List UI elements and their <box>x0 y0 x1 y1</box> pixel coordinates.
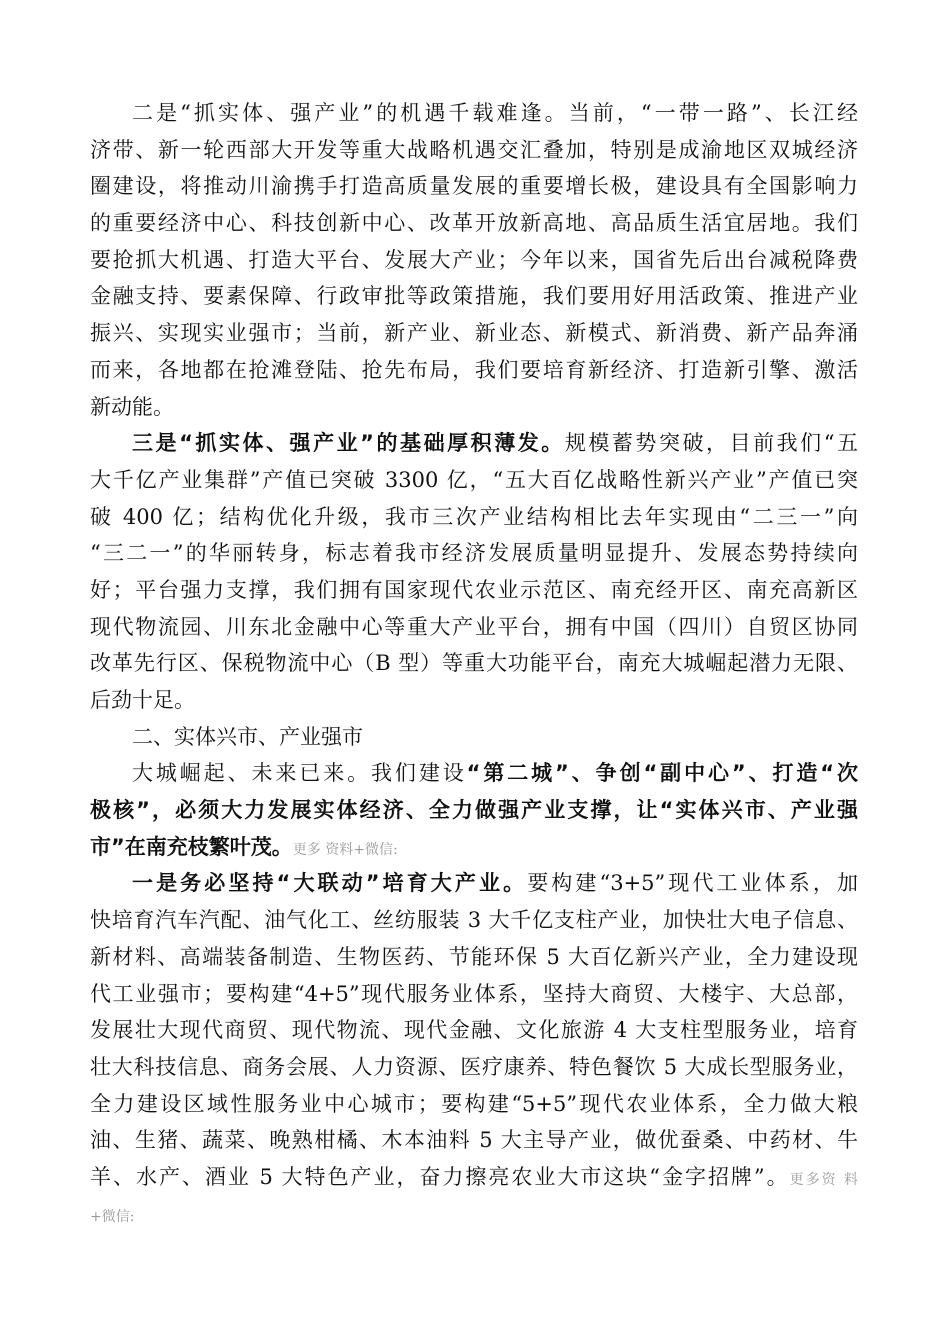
bold-text: “第二城”、争创“副中心”、打造“次 <box>466 761 858 786</box>
text-line <box>90 682 858 719</box>
text-segment: 二、实体兴市、产业强市 <box>132 724 363 749</box>
text-segment: 油、生猪、蔬菜、晚熟柑橘、木本油料 5 大主导产业，做优蚕桑、中药材、牛 <box>90 1128 858 1153</box>
text-line <box>90 976 858 1013</box>
text-line <box>90 535 858 572</box>
text-line <box>90 1086 858 1123</box>
bold-text: 市”在南充枝繁叶茂。 <box>90 834 293 859</box>
text-line <box>90 462 858 499</box>
text-line <box>90 902 858 939</box>
text-line <box>90 792 858 829</box>
text-line <box>90 645 858 682</box>
text-line <box>90 95 858 132</box>
text-segment: 好；平台强力支撑，我们拥有国家现代农业示范区、南充经开区、南充高新区 <box>90 577 858 602</box>
text-segment: 代工业强市；要构建“4+5”现代服务业体系，坚持大商贸、大楼宇、大总部， <box>90 981 858 1006</box>
text-line <box>90 389 858 426</box>
text-line <box>90 939 858 976</box>
text-segment: 金融支持、要素保障、行政审批等政策措施，我们要用好用活政策、推进产业 <box>90 284 858 309</box>
bold-text: 三是“抓实体、强产业”的基础厚积薄发。 <box>132 431 565 456</box>
text-line <box>90 755 858 792</box>
text-line <box>90 865 858 902</box>
paragraph-industry <box>90 865 858 1232</box>
text-segment: 的重要经济中心、科技创新中心、改革开放新高地、高品质生活宜居地。我们 <box>90 211 858 236</box>
text-line <box>90 1049 858 1086</box>
paragraph-opportunity <box>90 95 858 425</box>
text-line <box>90 1159 858 1196</box>
text-line <box>90 352 858 389</box>
text-segment: 新动能。 <box>90 394 174 419</box>
text-segment: 要抢抓大机遇、打造大平台、发展大产业；今年以来，国省先后出台减税降费 <box>90 247 858 272</box>
text-line <box>90 1196 858 1233</box>
bold-text: 一是务必坚持“大联动”培育大产业。 <box>132 871 528 896</box>
text-segment: 而来，各地都在抢滩登陆、抢先布局，我们要培育新经济、打造新引擎、激活 <box>90 357 858 382</box>
text-line <box>90 829 858 866</box>
text-segment: 后劲十足。 <box>90 688 195 712</box>
text-segment: 大城崛起、未来已来。我们建设 <box>132 761 467 786</box>
text-segment: 圈建设，将推动川渝携手打造高质量发展的重要增长极，建设具有全国影响力 <box>90 174 858 199</box>
text-line <box>90 315 858 352</box>
text-segment: 振兴、实现实业强市；当前，新产业、新业态、新模式、新消费、新产品奔涌 <box>90 321 858 346</box>
paragraph-future <box>90 755 858 865</box>
text-line <box>90 168 858 205</box>
text-line <box>90 609 858 646</box>
section-heading <box>90 719 858 756</box>
text-segment: 现代物流园、川东北金融中心等重大产业平台，拥有中国（四川）自贸区协同 <box>90 614 858 639</box>
text-segment: 二是“抓实体、强产业”的机遇千载难逢。当前，“一带一路”、长江经 <box>132 101 858 125</box>
watermark-text: +微信: <box>90 1208 135 1225</box>
watermark-text: 更多资 料 <box>789 1171 859 1188</box>
text-line <box>90 132 858 169</box>
text-segment: 发展壮大现代商贸、现代物流、现代金融、文化旅游 4 大支柱型服务业，培育 <box>90 1018 858 1043</box>
text-segment: 济带、新一轮西部大开发等重大战略机遇交汇叠加，特别是成渝地区双城经济 <box>90 137 858 162</box>
text-segment: 规模蓄势突破，目前我们“五 <box>564 431 858 456</box>
text-line <box>90 499 858 536</box>
document-page <box>90 95 858 1232</box>
text-segment: 大千亿产业集群”产值已突破 3300 亿，“五大百亿战略性新兴产业”产值已突 <box>90 467 858 492</box>
text-segment: “三二一”的华丽转身，标志着我市经济发展质量明显提升、发展态势持续向 <box>90 541 858 566</box>
text-segment: 要构建“3+5”现代工业体系，加 <box>527 871 858 896</box>
text-line <box>90 719 858 756</box>
text-segment: 羊、水产、酒业 5 大特色产业，奋力擦亮农业大市这块“金字招牌”。 <box>90 1164 790 1189</box>
text-line <box>90 242 858 279</box>
text-line <box>90 278 858 315</box>
text-segment: 全力建设区域性服务业中心城市；要构建“5+5”现代农业体系，全力做大粮 <box>90 1091 858 1116</box>
text-line <box>90 205 858 242</box>
text-line <box>90 425 858 462</box>
text-segment: 快培育汽车汽配、油气化工、丝纺服装 3 大千亿支柱产业，加快壮大电子信息、 <box>90 908 858 933</box>
text-segment: 壮大科技信息、商务会展、人力资源、医疗康养、特色餐饮 5 大成长型服务业， <box>90 1054 858 1079</box>
text-line <box>90 572 858 609</box>
bold-text: 极核”，必须大力发展实体经济、全力做强产业支撑，让“实体兴市、产业强 <box>90 798 858 823</box>
text-segment: 改革先行区、保税物流中心（B 型）等重大功能平台，南充大城崛起潜力无限、 <box>90 651 858 676</box>
text-line <box>90 1122 858 1159</box>
watermark-text: 更多 资料+微信: <box>292 841 398 858</box>
text-segment: 新材料、高端装备制造、生物医药、节能环保 5 大百亿新兴产业，全力建设现 <box>90 944 858 969</box>
text-line <box>90 1012 858 1049</box>
text-segment: 破 400 亿；结构优化升级，我市三次产业结构相比去年实现由“二三一”向 <box>90 504 858 529</box>
paragraph-foundation <box>90 425 858 719</box>
